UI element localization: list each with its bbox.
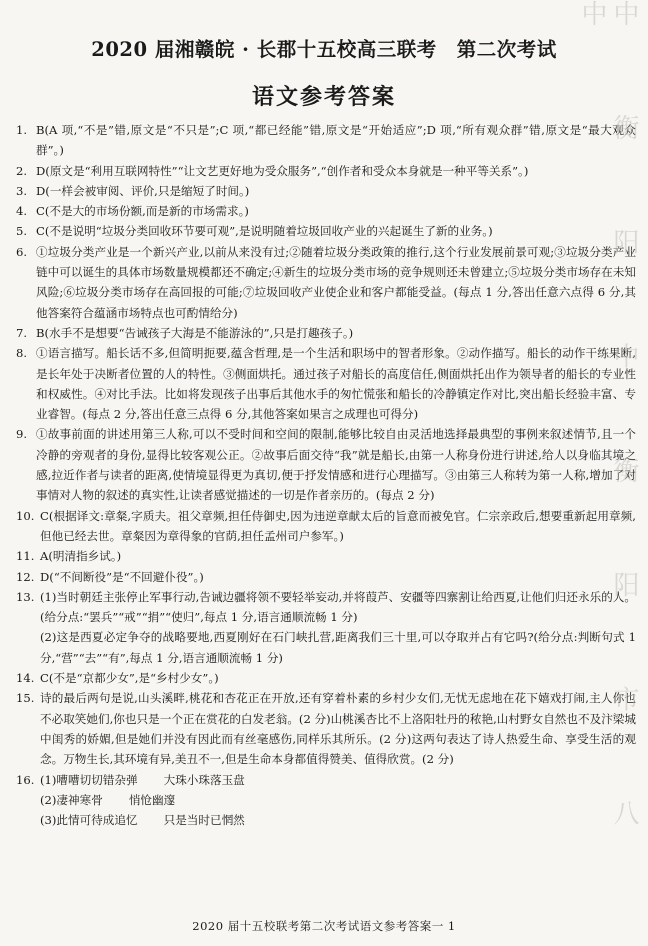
answer-number: 9. — [16, 427, 28, 442]
answer-item — [16, 424, 636, 505]
answer-text: B(水手不是想要“告诫孩子大海是不能游泳的”,只是打趣孩子。) — [36, 325, 354, 340]
poem-line — [40, 790, 636, 810]
answer-text: (2)这是西夏必定争夺的战略要地,西夏刚好在石门峡扎营,距离我们三十里,可以夺取并占有它吗?(给分点:判断句式 1 分,“营”“去”“有”,每点 1 分,语言通顺流畅 1 分) — [40, 630, 636, 665]
answer-item — [16, 201, 636, 221]
poem-line-a: (2)凄神寒骨 — [40, 792, 103, 807]
answer-text: ①垃圾分类产业是一个新兴产业,以前从来没有过;②随着垃圾分类政策的推行,这个行业发展前景可观;③垃圾分类产业链中可以诞生的具体市场数量规模都还不确定;④新生的垃圾分类市场的竞争规则还未曾建立;⑤垃圾分类市场存在未知风险;⑥垃圾分类市场存在高回报的可能;⑦垃圾回收产业使企业和客户都能受益。(每点 1 分,答出任意六点得 6 分,其他答案符合蕴涵市场特点也可酌情给分) — [36, 244, 636, 320]
answer-number: 6. — [16, 244, 28, 259]
answer-text: B(A 项,“不是”错,原文是“不只是”;C 项,“都已经能”错,原文是“开始适应”;D 项,“所有观众群”错,原文是“最大观众群”。) — [36, 123, 636, 158]
poem-line-a: (1)嘈嘈切切错杂弹 — [40, 772, 138, 787]
answer-number — [16, 627, 40, 668]
answer-number: 13. — [16, 589, 35, 604]
answer-text: C(不是“京都少女”,是“乡村少女”。) — [40, 671, 219, 686]
answer-item — [16, 242, 636, 323]
answer-item — [16, 587, 636, 628]
answer-item — [16, 221, 636, 241]
answer-item — [16, 343, 636, 424]
poem-line — [40, 770, 636, 790]
answer-number: 1. — [16, 123, 28, 137]
poem-line-b: 悄怆幽邃 — [128, 792, 176, 807]
poem-line-b: 大珠小珠落玉盘 — [163, 772, 245, 787]
answer-text: 诗的最后两句是说,山头溪畔,桃花和杏花正在开放,还有穿着朴素的乡村少女们,无忧无虑地在花下嬉戏打闹,主人你也不必取笑她们,你也只是一个正在赏花的白发老翁。(2 分)山桃溪杏比不上洛阳牡丹的秾艳,山村野女自然也不及汴梁城中闺秀的娇媚,但是她们并没有因此而有丝毫感伤,同样乐其所乐。(2 分)这两句表达了诗人热爱生命、享受生活的观念。万物生长,其环境有异,美丑不一,但是生命本身都值得赞美、值得欣赏。(2 分) — [40, 691, 636, 767]
answer-item — [16, 323, 636, 343]
answer-number: 2. — [16, 163, 28, 178]
answer-text: D(“不间断役”是“不回避仆役”。) — [40, 569, 204, 584]
answer-text: D(原文是“利用互联网特性”“让文艺更好地为受众服务”,“创作者和受众本身就是一种平等关系”。) — [36, 163, 529, 178]
answer-item — [16, 181, 636, 201]
answer-item — [16, 567, 636, 587]
answer-text: C(不是大的市场份额,而是新的市场需求。) — [36, 204, 249, 219]
answer-text: A(明清指乡试。) — [40, 549, 122, 564]
answer-item — [16, 627, 636, 668]
poem-line — [40, 810, 636, 830]
answer-text: D(一样会被审阅、评价,只是缩短了时间。) — [36, 183, 250, 198]
answer-number: 10. — [16, 508, 35, 523]
watermark: 中 衡 阳 中 衡 阳 市 八 中 — [577, 0, 639, 866]
answer-number: 7. — [16, 325, 28, 340]
answer-item-16 — [16, 770, 636, 831]
answer-number: 14. — [16, 671, 35, 686]
answer-item — [16, 161, 636, 181]
answer-item — [16, 546, 636, 566]
answer-text: (1)当时朝廷主张停止军事行动,告诫边疆将领不要轻举妄动,并将葭芦、安疆等四寨割让给西夏,让他们归还永乐的人。(给分点:“罢兵”“戒”“捐”“使归”,每点 1 分,语言通顺流畅 1 分) — [40, 589, 636, 625]
answer-text: ①故事前面的讲述用第三人称,可以不受时间和空间的限制,能够比较自由灵活地选择最典型的事例来叙述情节,且一个冷静的旁观者的身份,显得比较客观公正。②故事后面交待“我”就是船长,由第一人称身份进行讲述,给人以身临其境之感,拉近作者与读者的距离,使情境显得更为真切,便于抒发情感和进行心理描写。③由第三人称转为第一人称,增加了对事情对人物的叙述的真实性,让读者感觉描述的一切是作者亲历的。(每点 2 分) — [36, 427, 636, 503]
answer-number: 3. — [16, 183, 28, 198]
answer-number: 11. — [16, 549, 35, 564]
answer-text: ①语言描写。船长话不多,但简明扼要,蕴含哲理,是一个生活和职场中的智者形象。②动作描写。船长的动作干练果断,是长年处于决断者位置的人的特性。③侧面烘托。通过孩子对船长的高度信任,侧面烘托出作为领导者的船长的专业性和权威性。④对比手法。比如将发现孩子出事后其他水手的匆忙慌张和船长的冷静镇定作对比,突出船长经验丰富、专业睿智。(每点 2 分,答出任意三点得 6 分,其他答案如果言之成理也可得分) — [36, 346, 636, 422]
answer-text: C(不是说明“垃圾分类回收环节要可观”,是说明随着垃圾回收产业的兴起诞生了新的业务。) — [36, 224, 493, 239]
answer-item — [16, 506, 636, 547]
answer-text — [40, 770, 636, 831]
answer-number: 15. — [16, 691, 35, 706]
answer-item — [16, 120, 636, 161]
answer-text: C(根据译文:章粲,字质夫。祖父章频,担任侍御史,因为违逆章献太后的旨意而被免官。仁宗亲政后,想要重新起用章频,但他已经去世。章粲因为章得象的官荫,担任孟州司户参军。) — [40, 508, 636, 543]
poem-line-b: 只是当时已惘然 — [163, 813, 245, 828]
answer-number: 12. — [16, 569, 35, 584]
answer-item — [16, 668, 636, 688]
poem-line-a: (3)此情可待成追忆 — [40, 813, 138, 828]
page-title: 2020 届湘赣皖 · 长郡十五校高三联考 第二次考试 — [91, 38, 557, 61]
answer-number: 5. — [16, 224, 28, 239]
answer-list — [16, 120, 636, 830]
page-subtitle: 语文参考答案 — [251, 84, 396, 110]
answer-item — [16, 688, 636, 769]
answer-number: 8. — [16, 346, 28, 361]
answer-number: 16. — [16, 772, 35, 787]
answer-number: 4. — [16, 204, 28, 219]
page-footer: 2020 届十五校联考第二次考试语文参考答案一 1 — [192, 919, 456, 933]
